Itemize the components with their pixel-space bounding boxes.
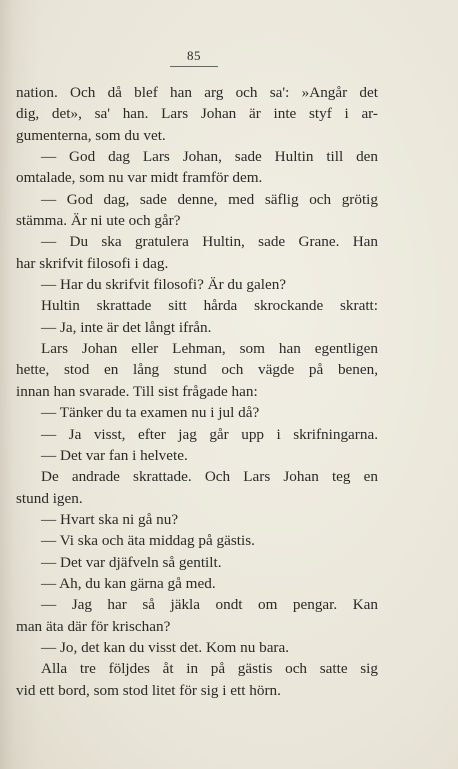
text-line: De andrade skrattade. Och Lars Johan teg en — [41, 468, 378, 486]
text-line: — Jag har så jäkla ondt om pengar. Kan — [41, 596, 378, 614]
text-line: — Ja, inte är det långt ifrån. — [41, 318, 212, 336]
text-line: — Jo, det kan du visst det. Kom nu bara. — [41, 638, 290, 656]
text-line: — Tänker du ta examen nu i jul då? — [41, 404, 260, 422]
text-line: Alla tre följdes åt in på gästis och satte sig — [41, 660, 378, 678]
text-line: nation. Och då blef han arg och sa': »Angår det — [16, 84, 378, 101]
text-line: — Ja visst, efter jag går upp i skrifningarna. — [41, 425, 378, 443]
text-line: — God dag, sade denne, med säflig och grötig — [41, 190, 378, 208]
page-number-rule — [170, 66, 218, 67]
text-line: stämma. Är ni ute och går? — [16, 212, 181, 230]
text-line: — Ah, du kan gärna gå med. — [41, 574, 216, 592]
text-line: innan han svarade. Till sist frågade han: — [16, 382, 258, 400]
text-line: Hultin skrattade sitt hårda skrockande skratt: — [41, 297, 378, 315]
text-line: — Vi ska och äta middag på gästis. — [41, 532, 255, 550]
body-text — [16, 82, 378, 701]
text-line: — Hvart ska ni gå nu? — [41, 510, 179, 528]
text-line: vid ett bord, som stod litet för sig i ett hörn. — [16, 681, 281, 699]
text-line: omtalade, som nu var midt framför dem. — [16, 169, 263, 187]
text-line: — God dag Lars Johan, sade Hultin till den — [41, 148, 378, 166]
text-line: Lars Johan eller Lehman, som han egentligen — [41, 340, 378, 358]
text-line: — Det var fan i helvete. — [41, 446, 188, 464]
text-line: — Har du skrifvit filosofi? Är du galen? — [41, 276, 287, 294]
text-line: gumenterna, som du vet. — [16, 126, 166, 144]
text-line: man äta där för krischan? — [16, 617, 171, 635]
text-line: dig, det», sa' han. Lars Johan är inte styf i ar- — [16, 105, 378, 123]
text-line: — Du ska gratulera Hultin, sade Grane. Han — [41, 233, 378, 251]
text-line: — Det var djäfveln så gentilt. — [41, 553, 222, 571]
text-line: hette, stod en lång stund och vägde på benen, — [16, 361, 378, 379]
page-number: 85 — [187, 48, 201, 63]
text-line: stund igen. — [16, 489, 83, 507]
text-line: har skrifvit filosofi i dag. — [16, 254, 169, 272]
